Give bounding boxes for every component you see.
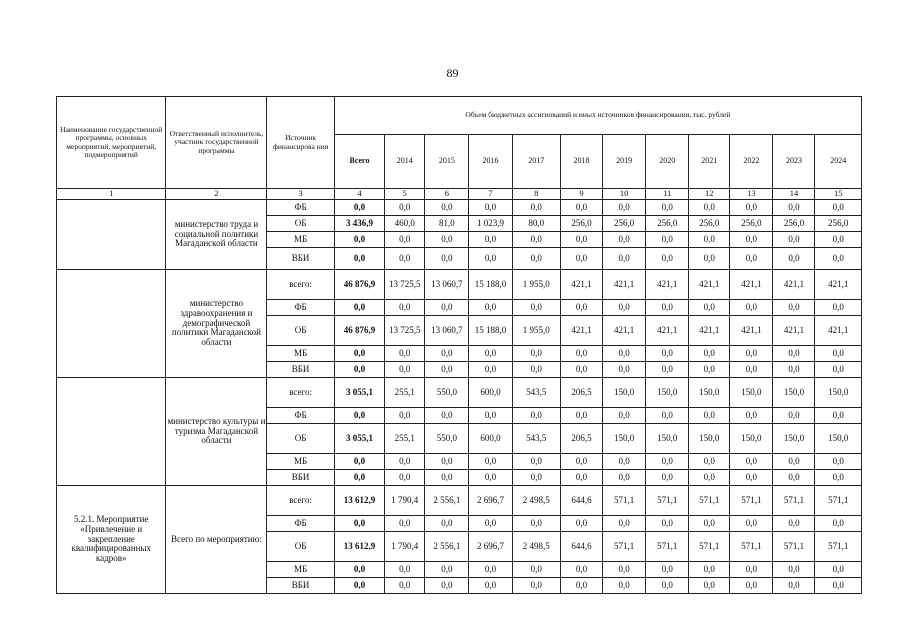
page-number: 89 bbox=[446, 66, 459, 80]
year-value: 0,0 bbox=[603, 248, 646, 270]
year-value: 0,0 bbox=[689, 470, 730, 486]
year-value: 0,0 bbox=[603, 408, 646, 424]
year-value: 256,0 bbox=[689, 216, 730, 232]
year-value: 0,0 bbox=[512, 232, 560, 248]
header-year-2015: 2015 bbox=[425, 135, 469, 189]
year-value: 0,0 bbox=[560, 562, 602, 578]
year-value: 0,0 bbox=[469, 454, 512, 470]
year-value: 0,0 bbox=[603, 516, 646, 532]
total-value: 46 876,9 bbox=[334, 316, 385, 346]
total-value: 3 055,1 bbox=[334, 424, 385, 454]
year-value: 421,1 bbox=[815, 270, 862, 300]
year-value: 80,0 bbox=[512, 216, 560, 232]
year-value: 571,1 bbox=[730, 486, 773, 516]
year-value: 0,0 bbox=[425, 200, 469, 216]
total-value: 3 055,1 bbox=[334, 378, 385, 408]
year-value: 421,1 bbox=[560, 316, 602, 346]
year-value: 0,0 bbox=[512, 516, 560, 532]
year-value: 421,1 bbox=[603, 270, 646, 300]
year-value: 0,0 bbox=[512, 470, 560, 486]
header-year-2022: 2022 bbox=[730, 135, 773, 189]
total-value: 0,0 bbox=[334, 408, 385, 424]
year-value: 0,0 bbox=[385, 300, 425, 316]
year-value: 644,6 bbox=[560, 486, 602, 516]
year-value: 0,0 bbox=[773, 200, 815, 216]
year-value: 0,0 bbox=[560, 362, 602, 378]
funding-source: ВБИ bbox=[267, 470, 334, 486]
year-value: 0,0 bbox=[730, 248, 773, 270]
year-value: 0,0 bbox=[646, 578, 689, 594]
year-value: 0,0 bbox=[815, 578, 862, 594]
year-value: 421,1 bbox=[689, 316, 730, 346]
header-year-2014: 2014 bbox=[385, 135, 425, 189]
year-value: 255,1 bbox=[385, 378, 425, 408]
year-value: 13 060,7 bbox=[425, 270, 469, 300]
year-value: 0,0 bbox=[773, 470, 815, 486]
total-value: 0,0 bbox=[334, 232, 385, 248]
year-value: 0,0 bbox=[815, 362, 862, 378]
year-value: 0,0 bbox=[512, 300, 560, 316]
column-number: 8 bbox=[512, 189, 560, 200]
year-value: 2 498,5 bbox=[512, 532, 560, 562]
column-number: 14 bbox=[773, 189, 815, 200]
year-value: 0,0 bbox=[646, 516, 689, 532]
year-value: 0,0 bbox=[512, 200, 560, 216]
year-value: 13 060,7 bbox=[425, 316, 469, 346]
funding-source: всего: bbox=[267, 270, 334, 300]
funding-source: ФБ bbox=[267, 408, 334, 424]
year-value: 0,0 bbox=[425, 408, 469, 424]
year-value: 0,0 bbox=[773, 248, 815, 270]
year-value: 150,0 bbox=[603, 424, 646, 454]
total-value: 0,0 bbox=[334, 362, 385, 378]
year-value: 150,0 bbox=[646, 424, 689, 454]
year-value: 0,0 bbox=[385, 470, 425, 486]
year-value: 256,0 bbox=[646, 216, 689, 232]
year-value: 255,1 bbox=[385, 424, 425, 454]
funding-source: ВБИ bbox=[267, 578, 334, 594]
year-value: 150,0 bbox=[689, 378, 730, 408]
year-value: 0,0 bbox=[603, 578, 646, 594]
funding-source: МБ bbox=[267, 454, 334, 470]
year-value: 0,0 bbox=[815, 516, 862, 532]
year-value: 0,0 bbox=[469, 232, 512, 248]
year-value: 206,5 bbox=[560, 378, 602, 408]
header-name: Наименование государственной программы, основных мероприятий, мероприятий, подмероприятий bbox=[57, 97, 166, 189]
header-year-2020: 2020 bbox=[646, 135, 689, 189]
year-value: 0,0 bbox=[603, 362, 646, 378]
total-value: 0,0 bbox=[334, 248, 385, 270]
year-value: 543,5 bbox=[512, 378, 560, 408]
total-value: 0,0 bbox=[334, 454, 385, 470]
year-value: 421,1 bbox=[730, 316, 773, 346]
year-value: 0,0 bbox=[730, 346, 773, 362]
year-value: 571,1 bbox=[815, 532, 862, 562]
year-value: 421,1 bbox=[646, 270, 689, 300]
total-value: 0,0 bbox=[334, 300, 385, 316]
year-value: 0,0 bbox=[425, 562, 469, 578]
year-value: 13 725,5 bbox=[385, 270, 425, 300]
header-year-2017: 2017 bbox=[512, 135, 560, 189]
year-value: 0,0 bbox=[512, 346, 560, 362]
year-value: 0,0 bbox=[815, 346, 862, 362]
year-value: 0,0 bbox=[469, 578, 512, 594]
year-value: 0,0 bbox=[646, 454, 689, 470]
header-executor: Ответственный исполнитель, участник государственной программы bbox=[166, 97, 267, 189]
year-value: 150,0 bbox=[773, 378, 815, 408]
year-value: 571,1 bbox=[730, 532, 773, 562]
year-value: 15 188,0 bbox=[469, 270, 512, 300]
year-value: 0,0 bbox=[603, 562, 646, 578]
year-value: 571,1 bbox=[773, 532, 815, 562]
year-value: 0,0 bbox=[815, 200, 862, 216]
funding-source: ФБ bbox=[267, 200, 334, 216]
year-value: 0,0 bbox=[385, 562, 425, 578]
year-value: 0,0 bbox=[646, 408, 689, 424]
year-value: 0,0 bbox=[689, 248, 730, 270]
total-value: 46 876,9 bbox=[334, 270, 385, 300]
year-value: 0,0 bbox=[425, 232, 469, 248]
year-value: 0,0 bbox=[385, 454, 425, 470]
program-name bbox=[57, 378, 166, 486]
year-value: 0,0 bbox=[730, 200, 773, 216]
total-value: 13 612,9 bbox=[334, 532, 385, 562]
year-value: 0,0 bbox=[560, 408, 602, 424]
year-value: 0,0 bbox=[773, 408, 815, 424]
year-value: 0,0 bbox=[512, 362, 560, 378]
year-value: 0,0 bbox=[385, 248, 425, 270]
year-value: 571,1 bbox=[646, 486, 689, 516]
year-value: 2 696,7 bbox=[469, 486, 512, 516]
header-year-2024: 2024 bbox=[815, 135, 862, 189]
year-value: 256,0 bbox=[730, 216, 773, 232]
column-number: 13 bbox=[730, 189, 773, 200]
executor-name: министерство здравоохранения и демографической политики Магаданской области bbox=[166, 270, 267, 378]
column-number: 10 bbox=[603, 189, 646, 200]
year-value: 2 498,5 bbox=[512, 486, 560, 516]
table-row bbox=[57, 378, 862, 408]
year-value: 0,0 bbox=[773, 454, 815, 470]
year-value: 0,0 bbox=[730, 300, 773, 316]
year-value: 0,0 bbox=[560, 248, 602, 270]
year-value: 256,0 bbox=[603, 216, 646, 232]
year-value: 150,0 bbox=[603, 378, 646, 408]
year-value: 571,1 bbox=[689, 532, 730, 562]
year-value: 0,0 bbox=[646, 200, 689, 216]
year-value: 0,0 bbox=[385, 362, 425, 378]
year-value: 256,0 bbox=[773, 216, 815, 232]
year-value: 0,0 bbox=[560, 516, 602, 532]
table-row bbox=[57, 270, 862, 300]
column-number: 4 bbox=[334, 189, 385, 200]
header-year-2016: 2016 bbox=[469, 135, 512, 189]
year-value: 0,0 bbox=[425, 454, 469, 470]
year-value: 0,0 bbox=[603, 232, 646, 248]
total-value: 0,0 bbox=[334, 200, 385, 216]
year-value: 543,5 bbox=[512, 424, 560, 454]
year-value: 0,0 bbox=[425, 470, 469, 486]
year-value: 571,1 bbox=[603, 486, 646, 516]
year-value: 0,0 bbox=[689, 454, 730, 470]
year-value: 0,0 bbox=[646, 232, 689, 248]
funding-source: МБ bbox=[267, 346, 334, 362]
year-value: 150,0 bbox=[730, 378, 773, 408]
year-value: 0,0 bbox=[512, 562, 560, 578]
year-value: 421,1 bbox=[773, 270, 815, 300]
year-value: 0,0 bbox=[689, 346, 730, 362]
year-value: 0,0 bbox=[689, 300, 730, 316]
header-volume: Объем бюджетных ассигнований и иных источников финансирования, тыс. рублей bbox=[334, 97, 861, 135]
header-total: Всего bbox=[334, 135, 385, 189]
year-value: 571,1 bbox=[646, 532, 689, 562]
year-value: 1 955,0 bbox=[512, 270, 560, 300]
year-value: 0,0 bbox=[425, 248, 469, 270]
year-value: 0,0 bbox=[815, 562, 862, 578]
year-value: 0,0 bbox=[469, 248, 512, 270]
year-value: 460,0 bbox=[385, 216, 425, 232]
column-number: 15 bbox=[815, 189, 862, 200]
column-number: 1 bbox=[57, 189, 166, 200]
year-value: 1 790,4 bbox=[385, 532, 425, 562]
year-value: 0,0 bbox=[646, 470, 689, 486]
program-name bbox=[57, 200, 166, 270]
year-value: 0,0 bbox=[560, 578, 602, 594]
year-value: 0,0 bbox=[689, 562, 730, 578]
total-value: 3 436,9 bbox=[334, 216, 385, 232]
year-value: 0,0 bbox=[603, 454, 646, 470]
year-value: 0,0 bbox=[730, 454, 773, 470]
year-value: 150,0 bbox=[815, 378, 862, 408]
year-value: 0,0 bbox=[815, 248, 862, 270]
year-value: 0,0 bbox=[646, 300, 689, 316]
year-value: 0,0 bbox=[730, 516, 773, 532]
year-value: 13 725,5 bbox=[385, 316, 425, 346]
year-value: 2 556,1 bbox=[425, 486, 469, 516]
year-value: 0,0 bbox=[689, 578, 730, 594]
year-value: 550,0 bbox=[425, 424, 469, 454]
year-value: 0,0 bbox=[603, 346, 646, 362]
year-value: 571,1 bbox=[815, 486, 862, 516]
header-year-2019: 2019 bbox=[603, 135, 646, 189]
year-value: 0,0 bbox=[773, 362, 815, 378]
funding-source: ОБ bbox=[267, 532, 334, 562]
year-value: 0,0 bbox=[469, 346, 512, 362]
year-value: 256,0 bbox=[560, 216, 602, 232]
total-value: 0,0 bbox=[334, 516, 385, 532]
year-value: 0,0 bbox=[560, 300, 602, 316]
year-value: 0,0 bbox=[385, 408, 425, 424]
year-value: 0,0 bbox=[469, 562, 512, 578]
year-value: 571,1 bbox=[689, 486, 730, 516]
table-row bbox=[57, 486, 862, 516]
year-value: 0,0 bbox=[385, 200, 425, 216]
header-year-2021: 2021 bbox=[689, 135, 730, 189]
year-value: 0,0 bbox=[815, 300, 862, 316]
year-value: 2 556,1 bbox=[425, 532, 469, 562]
year-value: 150,0 bbox=[773, 424, 815, 454]
year-value: 0,0 bbox=[689, 408, 730, 424]
year-value: 0,0 bbox=[730, 562, 773, 578]
year-value: 150,0 bbox=[730, 424, 773, 454]
program-name: 5.2.1. Мероприятие «Привлечение и закрепление квалифицированных кадров» bbox=[57, 486, 166, 594]
year-value: 0,0 bbox=[385, 232, 425, 248]
column-number: 7 bbox=[469, 189, 512, 200]
year-value: 150,0 bbox=[646, 378, 689, 408]
column-number: 12 bbox=[689, 189, 730, 200]
year-value: 0,0 bbox=[773, 300, 815, 316]
year-value: 0,0 bbox=[425, 362, 469, 378]
year-value: 0,0 bbox=[512, 454, 560, 470]
year-value: 0,0 bbox=[646, 362, 689, 378]
year-value: 644,6 bbox=[560, 532, 602, 562]
column-number: 3 bbox=[267, 189, 334, 200]
year-value: 0,0 bbox=[385, 346, 425, 362]
year-value: 1 790,4 bbox=[385, 486, 425, 516]
year-value: 0,0 bbox=[815, 470, 862, 486]
year-value: 0,0 bbox=[773, 346, 815, 362]
year-value: 0,0 bbox=[603, 300, 646, 316]
program-name bbox=[57, 270, 166, 378]
column-number: 6 bbox=[425, 189, 469, 200]
year-value: 0,0 bbox=[469, 300, 512, 316]
year-value: 571,1 bbox=[603, 532, 646, 562]
year-value: 206,5 bbox=[560, 424, 602, 454]
year-value: 421,1 bbox=[646, 316, 689, 346]
year-value: 0,0 bbox=[730, 578, 773, 594]
column-number: 9 bbox=[560, 189, 602, 200]
funding-source: ОБ bbox=[267, 424, 334, 454]
year-value: 0,0 bbox=[730, 362, 773, 378]
header-year-2023: 2023 bbox=[773, 135, 815, 189]
year-value: 0,0 bbox=[646, 346, 689, 362]
year-value: 0,0 bbox=[560, 232, 602, 248]
total-value: 0,0 bbox=[334, 578, 385, 594]
executor-name: министерство труда и социальной политики Магаданской области bbox=[166, 200, 267, 270]
executor-name: министерство культуры и туризма Магаданской области bbox=[166, 378, 267, 486]
year-value: 421,1 bbox=[773, 316, 815, 346]
year-value: 0,0 bbox=[469, 516, 512, 532]
header-year-2018: 2018 bbox=[560, 135, 602, 189]
year-value: 0,0 bbox=[730, 470, 773, 486]
year-value: 0,0 bbox=[815, 408, 862, 424]
total-value: 0,0 bbox=[334, 470, 385, 486]
total-value: 0,0 bbox=[334, 562, 385, 578]
year-value: 600,0 bbox=[469, 378, 512, 408]
funding-source: ОБ bbox=[267, 316, 334, 346]
year-value: 0,0 bbox=[815, 232, 862, 248]
year-value: 0,0 bbox=[773, 562, 815, 578]
funding-source: ВБИ bbox=[267, 362, 334, 378]
column-number: 5 bbox=[385, 189, 425, 200]
executor-name: Всего по мероприятию: bbox=[166, 486, 267, 594]
year-value: 0,0 bbox=[469, 470, 512, 486]
year-value: 421,1 bbox=[603, 316, 646, 346]
funding-source: всего: bbox=[267, 378, 334, 408]
year-value: 0,0 bbox=[603, 200, 646, 216]
year-value: 421,1 bbox=[730, 270, 773, 300]
year-value: 0,0 bbox=[560, 470, 602, 486]
year-value: 0,0 bbox=[425, 578, 469, 594]
budget-table bbox=[56, 96, 862, 594]
year-value: 0,0 bbox=[815, 454, 862, 470]
year-value: 1 023,9 bbox=[469, 216, 512, 232]
year-value: 0,0 bbox=[773, 516, 815, 532]
year-value: 550,0 bbox=[425, 378, 469, 408]
year-value: 0,0 bbox=[560, 200, 602, 216]
funding-source: всего: bbox=[267, 486, 334, 516]
year-value: 0,0 bbox=[512, 578, 560, 594]
column-number: 11 bbox=[646, 189, 689, 200]
year-value: 0,0 bbox=[730, 408, 773, 424]
year-value: 0,0 bbox=[469, 408, 512, 424]
year-value: 150,0 bbox=[689, 424, 730, 454]
year-value: 15 188,0 bbox=[469, 316, 512, 346]
year-value: 0,0 bbox=[425, 300, 469, 316]
year-value: 0,0 bbox=[512, 408, 560, 424]
funding-source: ВБИ bbox=[267, 248, 334, 270]
year-value: 0,0 bbox=[425, 346, 469, 362]
year-value: 0,0 bbox=[385, 516, 425, 532]
year-value: 0,0 bbox=[689, 232, 730, 248]
year-value: 0,0 bbox=[385, 578, 425, 594]
funding-source: ФБ bbox=[267, 300, 334, 316]
year-value: 0,0 bbox=[560, 346, 602, 362]
year-value: 0,0 bbox=[512, 248, 560, 270]
total-value: 0,0 bbox=[334, 346, 385, 362]
funding-source: ОБ bbox=[267, 216, 334, 232]
year-value: 0,0 bbox=[469, 200, 512, 216]
column-number: 2 bbox=[166, 189, 267, 200]
year-value: 150,0 bbox=[815, 424, 862, 454]
year-value: 421,1 bbox=[560, 270, 602, 300]
year-value: 600,0 bbox=[469, 424, 512, 454]
year-value: 0,0 bbox=[646, 248, 689, 270]
year-value: 0,0 bbox=[689, 200, 730, 216]
year-value: 1 955,0 bbox=[512, 316, 560, 346]
year-value: 2 696,7 bbox=[469, 532, 512, 562]
year-value: 0,0 bbox=[469, 362, 512, 378]
year-value: 421,1 bbox=[815, 316, 862, 346]
year-value: 571,1 bbox=[773, 486, 815, 516]
year-value: 0,0 bbox=[646, 562, 689, 578]
year-value: 0,0 bbox=[773, 578, 815, 594]
year-value: 256,0 bbox=[815, 216, 862, 232]
year-value: 0,0 bbox=[425, 516, 469, 532]
funding-source: МБ bbox=[267, 232, 334, 248]
year-value: 0,0 bbox=[730, 232, 773, 248]
year-value: 0,0 bbox=[689, 516, 730, 532]
funding-source: МБ bbox=[267, 562, 334, 578]
year-value: 81,0 bbox=[425, 216, 469, 232]
year-value: 0,0 bbox=[773, 232, 815, 248]
total-value: 13 612,9 bbox=[334, 486, 385, 516]
year-value: 0,0 bbox=[689, 362, 730, 378]
year-value: 0,0 bbox=[603, 470, 646, 486]
table-row bbox=[57, 200, 862, 216]
year-value: 0,0 bbox=[560, 454, 602, 470]
year-value: 421,1 bbox=[689, 270, 730, 300]
header-source: Источник финансирова ния bbox=[267, 97, 334, 189]
funding-source: ФБ bbox=[267, 516, 334, 532]
